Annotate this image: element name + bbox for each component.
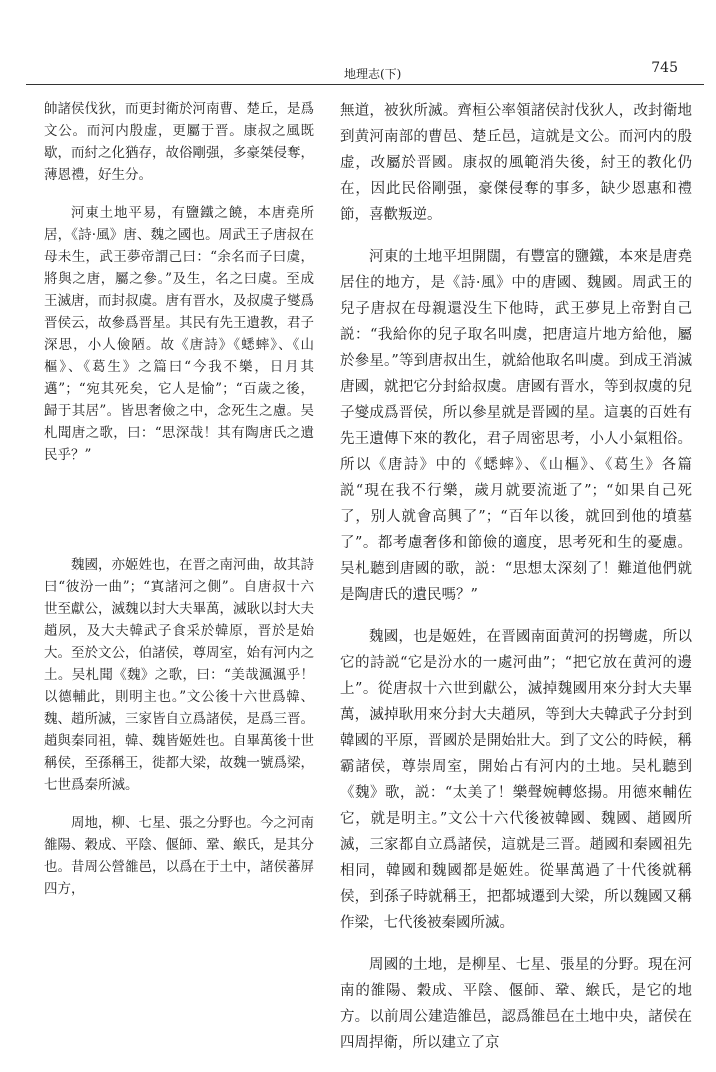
right-paragraph-3: 魏國，也是姬姓，在晋國南面黄河的拐彎處，所以它的詩説“它是汾水的一處河曲”；“把它放在黄河的邊上”。從唐叔十六世到獻公，滅掉魏國用來分封大夫畢萬，滅掉耿用來分封大夫趙夙，等到大夫韓武子分封到韓國的平原，晋國於是開始壯大。到了文公的時候，稱霸諸侯，尊崇周室，開始占有河内的土地。吴札聽到《魏》歌，説：“太美了！樂聲婉轉悠揚。用德來輔佐它，就是明主。”文公十六代後被韓國、魏國、趙國所滅，三家都自立爲諸侯，這就是三晋。趙國和秦國祖先相同，韓國和魏國都是姬姓。從畢萬過了十代後就稱侯，到孫子時就稱王，把都城遷到大梁，所以魏國又稱作梁，七代後被秦國所滅。	[340, 629, 692, 931]
right-paragraph-2: 河東的土地平坦開闊，有豐富的鹽鐵，本來是唐堯居住的地方，是《詩·風》中的唐國、魏國。周武王的兒子唐叔在母親還没生下他時，武王夢見上帝對自己説：“我給你的兒子取名叫虞，把唐這片地方給他，屬於參星。”等到唐叔出生，就給他取名叫虞。到成王消滅唐國，就把它分封給叔虞。唐國有晋水，等到叔虞的兒子燮成爲晋侯，所以參星就是晋國的星。這裏的百姓有先王遺傳下來的教化，君子周密思考，小人小氣粗俗。所以《唐詩》中的《蟋蟀》、《山樞》、《葛生》各篇説“現在我不行樂，歲月就要流逝了”；“如果自己死了，别人就會高興了”；“百年以後，就回到他的墳墓了”。都考慮奢侈和節儉的適度，思考死和生的憂慮。吴札聽到唐國的歌，説：“思想太深刻了！難道他們就是陶唐氏的遺民嗎？”	[340, 249, 692, 603]
left-paragraph-3: 魏國，亦姬姓也，在晋之南河曲，故其詩曰“彼汾一曲”；“寘諸河之側”。自唐叔十六世至獻公，滅魏以封大夫畢萬，滅耿以封大夫趙夙，及大夫韓武子食采於韓原，晋於是始大。至於文公，伯諸侯，尊周室，始有河内之土。吴札聞《魏》之歌，曰：“美哉渢渢乎！以德輔此，則明主也。”文公後十六世爲韓、魏、趙所滅，三家皆自立爲諸侯，是爲三晋。趙與秦同祖，韓、魏皆姬姓也。自畢萬後十世稱侯，至孫稱王，徙都大梁，故魏一號爲梁，七世爲秦所滅。	[44, 557, 314, 793]
column-gap	[44, 482, 314, 554]
left-paragraph-4: 周地，柳、七星、張之分野也。今之河南雒陽、穀成、平陰、偃師、鞏、緱氏，是其分也。昔周公營雒邑，以爲在于土中，諸侯蕃屏四方，	[44, 815, 314, 897]
left-paragraph-1: 帥諸侯伐狄，而更封衛於河南曹、楚丘，是爲文公。而河内殷虚，更屬于晋。康叔之風既歇，而紂之化猶存，故俗剛强，多豪桀侵奪，薄恩禮，好生分。	[44, 101, 314, 183]
running-title: 地理志(下)	[344, 67, 402, 81]
page-header	[14, 40, 694, 84]
right-paragraph-4: 周國的土地，是柳星、七星、張星的分野。現在河南的雒陽、穀成、平陰、偃師、鞏、緱氏，是它的地方。以前周公建造雒邑，認爲雒邑在土地中央，諸侯在四周捍衛，所以建立了京	[340, 957, 692, 1051]
right-paragraph-1: 無道，被狄所滅。齊桓公率領諸侯討伐狄人，改封衛地到黄河南部的曹邑、楚丘邑，這就是文公。而河内的殷虚，改屬於晋國。康叔的風範消失後，紂王的教化仍在，因此民俗剛强，豪傑侵奪的事多，缺少恩惠和禮節，喜歡叛逆。	[340, 103, 692, 223]
right-column-translation	[340, 98, 692, 1072]
left-column-classical-text	[44, 98, 314, 916]
left-paragraph-2: 河東土地平易，有鹽鐵之饒，本唐堯所居，《詩·風》唐、魏之國也。周武王子唐叔在母未生，武王夢帝謂己曰：“余名而子曰虞，將與之唐，屬之參。”及生，名之曰虞。至成王滅唐，而封叔虞。唐有晋水，及叔虞子燮爲晋侯云，故參爲晋星。其民有先王遺教，君子深思，小人儉陋。故《唐詩》《蟋蟀》、《山樞》、《葛生》之篇曰“今我不樂，日月其邁”；“宛其死矣，它人是愉”；“百歲之後，歸于其居”。皆思奢儉之中，念死生之慮。吴札聞唐之歌，曰：“思深哉！其有陶唐氏之遺民乎？”	[44, 205, 314, 463]
page-number: 745	[651, 60, 678, 76]
header-rule	[26, 84, 704, 85]
